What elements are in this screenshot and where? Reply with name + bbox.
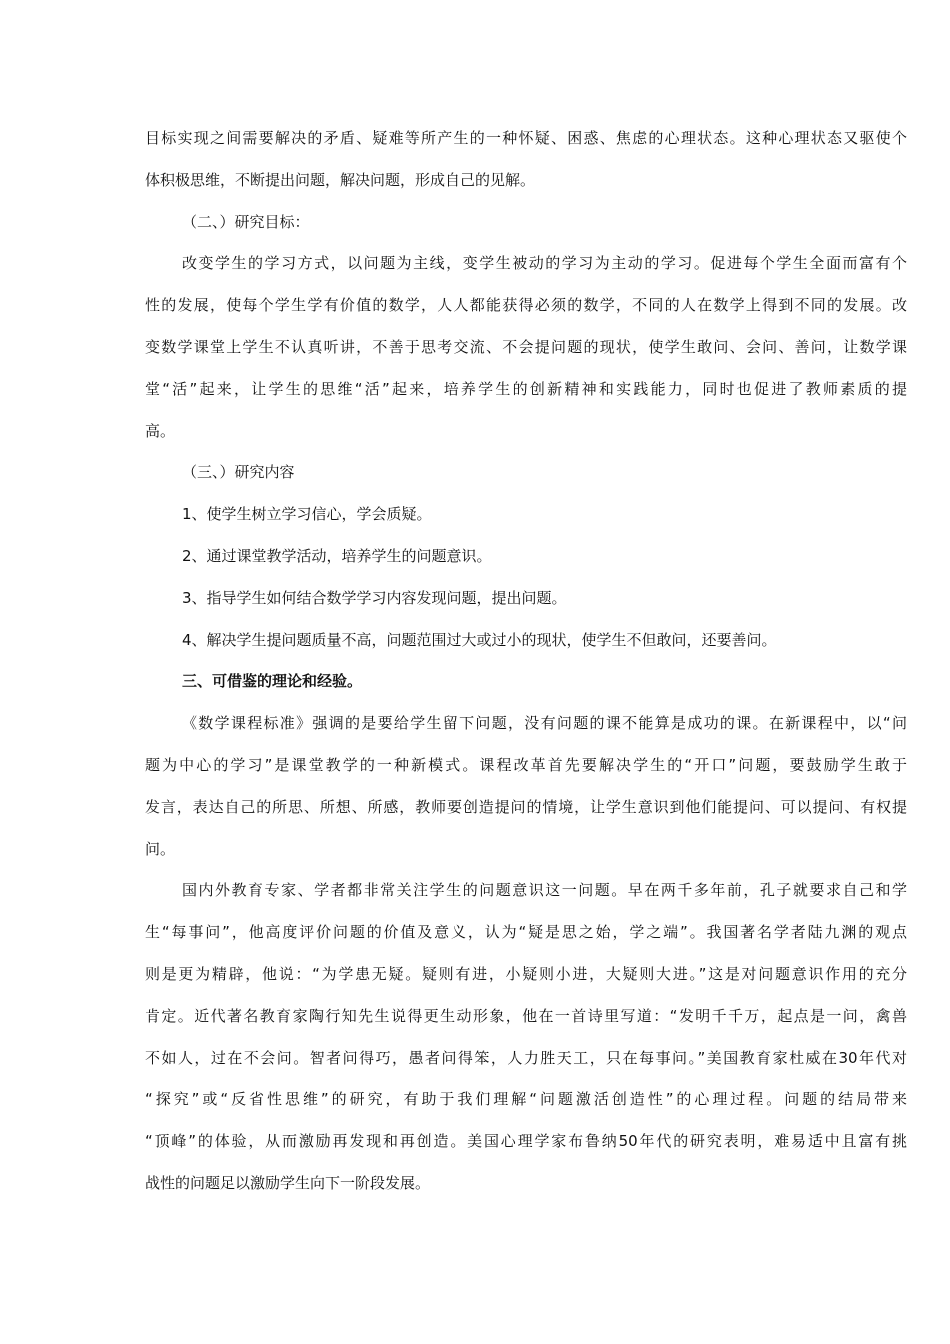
paragraph-line: 问。: [145, 839, 176, 858]
paragraph-line: 高。: [145, 421, 176, 440]
paragraph-line: 生“每事问”，他高度评价问题的价值及意义，认为“疑是思之始，学之端”。我国著名学者陆九渊的观点: [145, 923, 907, 942]
paragraph-line: 性的发展，使每个学生学有价值的数学，人人都能获得必须的数学，不同的人在数学上得到不同的发展。改: [145, 296, 907, 315]
list-item: 3、指导学生如何结合数学学习内容发现问题，提出问题。: [182, 588, 567, 607]
list-item: 2、通过课堂教学活动，培养学生的问题意识。: [182, 546, 492, 565]
section-heading: （三、）研究内容: [182, 463, 295, 482]
list-item: 1、使学生树立学习信心，学会质疑。: [182, 505, 432, 524]
section-heading: （二、）研究目标：: [182, 212, 310, 231]
paragraph-line: 《数学课程标准》强调的是要给学生留下问题，没有问题的课不能算是成功的课。在新课程中，以“问: [182, 714, 907, 733]
list-item: 4、解决学生提问题质量不高，问题范围过大或过小的现状，使学生不但敢问，还要善问。: [182, 630, 777, 649]
paragraph-line: 肯定。近代著名教育家陶行知先生说得更生动形象，他在一首诗里写道：“发明千千万，起点是一问，禽兽: [145, 1006, 907, 1025]
paragraph-line: 改变学生的学习方式，以问题为主线，变学生被动的学习为主动的学习。促进每个学生全面而富有个: [182, 254, 907, 273]
paragraph-line: 体积极思维，不断提出问题，解决问题，形成自己的见解。: [145, 170, 536, 189]
paragraph-line: “顶峰”的体验，从而激励再发现和再创造。美国心理学家布鲁纳50年代的研究表明，难易适中且富有挑: [145, 1132, 907, 1151]
document-page: [145, 118, 907, 1205]
section-heading-bold: 三、可借鉴的理论和经验。: [182, 672, 363, 691]
paragraph-line: 目标实现之间需要解决的矛盾、疑难等所产生的一种怀疑、困惑、焦虑的心理状态。这种心理状态又驱使个: [145, 129, 907, 147]
paragraph-line: 则是更为精辟，他说：“为学患无疑。疑则有进，小疑则小进，大疑则大进。”这是对问题意识作用的充分: [145, 964, 907, 983]
paragraph-line: 题为中心的学习”是课堂教学的一种新模式。课程改革首先要解决学生的“开口”问题，要鼓励学生敢于: [145, 755, 907, 774]
paragraph-line: 战性的问题足以激励学生向下一阶段发展。: [145, 1173, 431, 1192]
paragraph-line: 不如人，过在不会问。智者问得巧，愚者问得笨，人力胜天工，只在每事问。”美国教育家杜威在30年代对: [145, 1048, 907, 1067]
paragraph-line: 国内外教育专家、学者都非常关注学生的问题意识这一问题。早在两千多年前，孔子就要求自己和学: [182, 881, 907, 900]
paragraph-line: “探究”或“反省性思维”的研究，有助于我们理解“问题激活创造性”的心理过程。问题的结局带来: [145, 1090, 907, 1109]
paragraph-line: 变数学课堂上学生不认真听讲，不善于思考交流、不会提问题的现状，使学生敢问、会问、善问，让数学课: [145, 337, 907, 356]
paragraph-line: 发言，表达自己的所思、所想、所感，教师要创造提问的情境，让学生意识到他们能提问、可以提问、有权提: [145, 797, 907, 816]
paragraph-line: 堂“活”起来，让学生的思维“活”起来，培养学生的创新精神和实践能力，同时也促进了教师素质的提: [145, 379, 907, 398]
